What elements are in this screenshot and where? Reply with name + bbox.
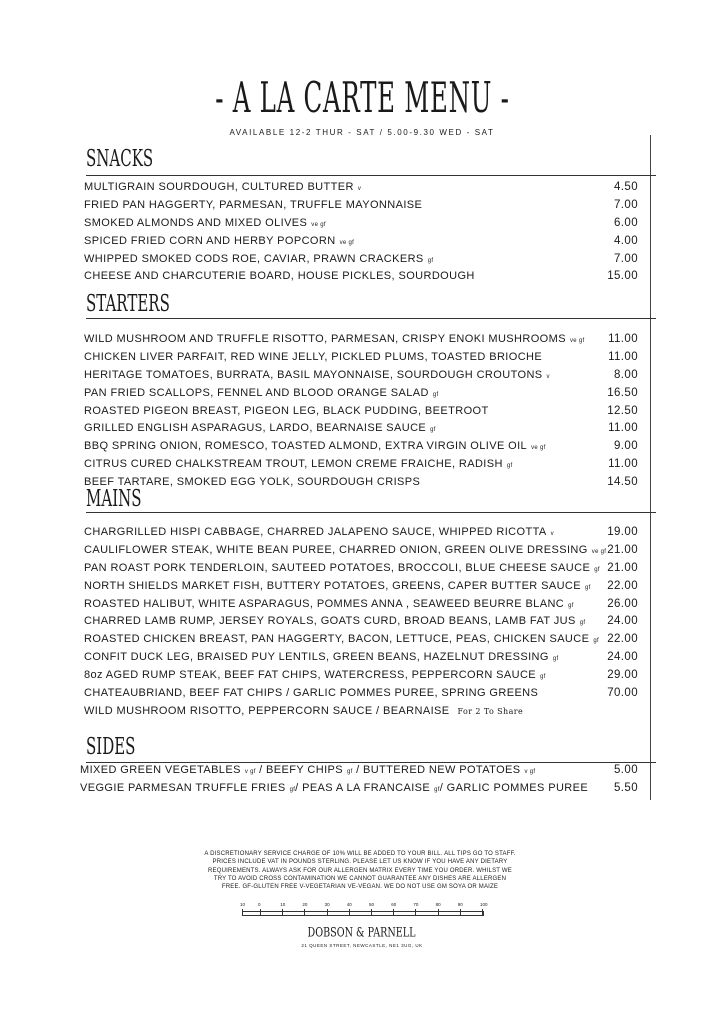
item-text: / BUTTERED NEW POTATOES	[352, 763, 521, 776]
scale-label: 40	[346, 902, 352, 907]
scale-tick	[482, 909, 483, 916]
item-text: BBQ SPRING ONION, ROMESCO, TOASTED ALMOND, EXTRA VIRGIN OLIVE OIL	[84, 440, 528, 453]
availability-text: AVAILABLE 12-2 THUR - SAT / 5.00-9.30 WED - SAT	[229, 128, 495, 137]
menu-item	[84, 348, 638, 366]
dietary-tag: gf	[593, 638, 599, 645]
item-price: 5.50	[614, 781, 638, 794]
item-name	[84, 669, 546, 681]
item-text: PAN FRIED SCALLOPS, FENNEL AND BLOOD ORANGE SALAD	[84, 386, 429, 399]
dietary-tag: v	[357, 185, 362, 192]
menu-item	[84, 684, 638, 702]
item-text: CHEESE AND CHARCUTERIE BOARD, HOUSE PICKLES, SOURDOUGH	[84, 270, 475, 283]
menu-item	[84, 196, 638, 214]
item-name	[84, 199, 422, 211]
item-price: 24.00	[607, 651, 638, 664]
menu-item	[84, 437, 638, 455]
item-price: 7.00	[614, 252, 638, 265]
item-price: 8.00	[614, 368, 638, 381]
scale-tick	[304, 909, 305, 916]
item-text: CHARRED LAMB RUMP, JERSEY ROYALS, GOATS CURD, BROAD BEANS, LAMB FAT JUS	[84, 615, 576, 628]
mains-list	[84, 523, 638, 720]
scale-tick	[327, 909, 328, 916]
scale-tick	[415, 909, 416, 916]
scale-label: 60	[391, 902, 397, 907]
item-text: / BEEFY CHIPS	[255, 763, 343, 776]
menu-item	[80, 761, 638, 779]
scale-labels	[240, 902, 490, 910]
item-price: 9.00	[614, 440, 638, 453]
divider	[86, 512, 656, 513]
starters-list	[84, 330, 638, 491]
item-name	[84, 705, 523, 717]
dietary-tag: gf	[585, 584, 591, 591]
item-name	[80, 782, 588, 794]
section-heading-mains	[86, 486, 160, 510]
dietary-tag: gf	[568, 602, 574, 609]
menu-item	[84, 541, 638, 559]
item-price: 5.00	[614, 763, 638, 776]
divider	[86, 318, 656, 319]
scale-tick	[349, 909, 350, 916]
item-text: CAULIFLOWER STEAK, WHITE BEAN PUREE, CHARRED ONION, GREEN OLIVE DRESSING	[84, 543, 588, 556]
item-price: 11.00	[608, 422, 638, 435]
scale-label: 70	[413, 902, 419, 907]
dietary-tag: v gf	[244, 768, 256, 775]
footer-disclaimer	[170, 850, 550, 891]
item-name	[84, 253, 433, 265]
item-text: / GARLIC POMMES PUREE	[439, 781, 589, 794]
item-name	[84, 235, 354, 247]
menu-item	[84, 612, 638, 630]
dietary-tag: gf	[347, 768, 353, 775]
menu-item	[84, 595, 638, 613]
item-text: 8oz AGED RUMP STEAK, BEEF FAT CHIPS, WATERCRESS, PEPPERCORN SAUCE	[84, 669, 537, 682]
menu-item	[84, 419, 638, 437]
item-name	[84, 270, 475, 282]
item-name	[84, 615, 585, 627]
heading-text: SNACKS	[86, 144, 154, 172]
item-name	[84, 422, 436, 434]
menu-item	[84, 666, 638, 684]
item-price: 6.00	[614, 216, 638, 229]
item-price: 12.50	[607, 404, 638, 417]
item-name	[84, 526, 554, 538]
menu-item	[84, 559, 638, 577]
footer-line: TRY TO AVOID CROSS CONTAMINATION WE CANNOT GUARANTEE ANY DISHES ARE ALLERGEN	[213, 875, 507, 882]
item-name	[84, 217, 326, 229]
item-text: NORTH SHIELDS MARKET FISH, BUTTERY POTATOES, GREENS, CAPER BUTTER SAUCE	[84, 579, 582, 592]
item-price: 4.50	[614, 180, 638, 193]
menu-item	[84, 702, 638, 720]
item-price: 15.00	[607, 270, 638, 283]
dietary-tag: gf	[430, 427, 436, 434]
address: 21 QUEEN STREET, NEWCASTLE, NE1 3UG, UK	[301, 943, 423, 948]
item-name	[84, 181, 361, 193]
menu-item	[84, 366, 638, 384]
scale-tick	[460, 909, 461, 916]
item-price: 22.00	[607, 633, 638, 646]
item-name	[84, 369, 550, 381]
dietary-tag: gf	[432, 391, 439, 398]
scale-label: 10	[240, 902, 246, 907]
item-price: 11.00	[608, 350, 638, 363]
scale-tick	[393, 909, 394, 916]
item-price: 11.00	[608, 332, 638, 345]
item-name	[84, 405, 489, 417]
snacks-list	[84, 178, 638, 285]
scale-bar	[240, 902, 490, 922]
brand-logo	[0, 925, 724, 939]
dietary-tag: gf	[289, 786, 296, 793]
dietary-tag: gf	[552, 656, 559, 663]
item-text: HERITAGE TOMATOES, BURRATA, BASIL MAYONNAISE, SOURDOUGH CROUTONS	[84, 368, 543, 381]
divider	[86, 175, 656, 176]
brand-text: DOBSON & PARNELL	[307, 924, 417, 940]
item-price: 21.00	[607, 543, 638, 556]
scale-label: 0	[258, 902, 261, 907]
scale-tick	[438, 909, 439, 916]
item-name	[84, 687, 538, 699]
menu-item	[84, 577, 638, 595]
item-text: CHICKEN LIVER PARFAIT, RED WINE JELLY, PICKLED PLUMS, TOASTED BRIOCHE	[84, 350, 543, 363]
scale-bar-line	[242, 911, 484, 916]
footer-line: PRICES INCLUDE VAT IN POUNDS STERLING. PLEASE LET US KNOW IF YOU HAVE ANY DIETARY	[212, 859, 508, 866]
menu-item	[84, 473, 638, 491]
scale-label: 100	[480, 902, 488, 907]
dietary-tag: v	[546, 373, 550, 380]
item-name	[80, 764, 535, 776]
footer-line: FREE. GF-GLUTEN FREE V-VEGETARIAN VE-VEGAN. WE DO NOT USE GM SOYA OR MAIZE	[221, 884, 499, 891]
menu-item	[80, 779, 638, 797]
item-text: VEGGIE PARMESAN TRUFFLE FRIES	[80, 781, 286, 794]
item-text: WILD MUSHROOM AND TRUFFLE RISOTTO, PARMESAN, CRISPY ENOKI MUSHROOMS	[84, 332, 566, 345]
item-price: 14.50	[607, 476, 638, 489]
item-price: 26.00	[607, 597, 638, 610]
menu-item	[84, 214, 638, 232]
section-heading-sides	[86, 734, 152, 758]
item-name	[84, 333, 584, 345]
item-price: 24.00	[607, 615, 638, 628]
item-price: 16.50	[607, 386, 638, 399]
dietary-tag: ve gf	[311, 221, 326, 228]
scale-label: 20	[302, 902, 308, 907]
menu-item	[84, 630, 638, 648]
item-text: MULTIGRAIN SOURDOUGH, CULTURED BUTTER	[84, 180, 354, 193]
scale-tick	[260, 909, 261, 916]
item-name	[84, 598, 574, 610]
item-name	[84, 651, 558, 663]
menu-item	[84, 384, 638, 402]
menu-item	[84, 330, 638, 348]
section-heading-starters	[86, 291, 198, 315]
item-name	[84, 440, 546, 452]
item-text: CITRUS CURED CHALKSTREAM TROUT, LEMON CREME FRAICHE, RADISH	[84, 458, 503, 471]
item-price: 29.00	[607, 669, 638, 682]
item-name	[84, 562, 600, 574]
item-text: ROASTED CHICKEN BREAST, PAN HAGGERTY, BACON, LETTUCE, PEAS, CHICKEN SAUCE	[84, 633, 590, 646]
item-price: 11.00	[608, 458, 638, 471]
margin-rule	[650, 135, 651, 800]
heading-text: MAINS	[86, 484, 142, 512]
share-note: For 2 To Share	[457, 706, 524, 716]
item-text: GRILLED ENGLISH ASPARAGUS, LARDO, BEARNAISE SAUCE	[84, 422, 427, 435]
item-text: WHIPPED SMOKED CODS ROE, CAVIAR, PRAWN CRACKERS	[84, 252, 424, 265]
scale-tick	[242, 909, 243, 916]
menu-item	[84, 178, 638, 196]
dietary-tag: v	[550, 530, 554, 537]
heading-text: STARTERS	[86, 289, 170, 317]
dietary-tag: ve gf	[569, 337, 585, 344]
scale-label: 90	[457, 902, 463, 907]
menu-item	[84, 648, 638, 666]
item-name	[84, 633, 599, 645]
heading-text: SIDES	[86, 732, 136, 760]
item-text: CONFIT DUCK LEG, BRAISED PUY LENTILS, GREEN BEANS, HAZELNUT DRESSING	[84, 651, 549, 664]
item-text: MIXED GREEN VEGETABLES	[80, 763, 241, 776]
dietary-tag: v gf	[524, 768, 536, 775]
scale-label: 30	[324, 902, 330, 907]
item-price: 19.00	[607, 525, 638, 538]
item-text: FRIED PAN HAGGERTY, PARMESAN, TRUFFLE MAYONNAISE	[84, 198, 423, 211]
item-price: 7.00	[614, 198, 638, 211]
menu-item	[84, 455, 638, 473]
item-text: SMOKED ALMONDS AND MIXED OLIVES	[84, 216, 308, 229]
item-price: 70.00	[607, 686, 638, 699]
menu-title-text: - A LA CARTE MENU -	[214, 73, 510, 123]
item-price: 21.00	[607, 561, 638, 574]
item-name	[84, 351, 542, 363]
dietary-tag: ve gf	[531, 445, 546, 452]
sides-list	[80, 761, 638, 797]
item-text: PAN ROAST PORK TENDERLOIN, SAUTEED POTATOES, BROCCOLI, BLUE CHEESE SAUCE	[84, 561, 591, 574]
dietary-tag: gf	[579, 620, 586, 627]
item-text: BEEF TARTARE, SMOKED EGG YOLK, SOURDOUGH CRISPS	[84, 476, 421, 489]
menu-title	[0, 73, 724, 123]
item-text: WILD MUSHROOM RISOTTO, PEPPERCORN SAUCE / BEARNAISE	[84, 704, 450, 717]
item-text: / PEAS A LA FRANCAISE	[295, 781, 431, 794]
dietary-tag: gf	[506, 463, 513, 470]
dietary-tag: ve gf	[339, 239, 355, 246]
dietary-tag: ve gf	[591, 548, 607, 555]
footer-line: REQUIREMENTS. ALWAYS ASK FOR OUR ALLERGEN MATRIX EVERY TIME YOU ORDER. WHILST WE	[208, 867, 512, 874]
item-price: 22.00	[607, 579, 638, 592]
footer-line: A DISCRETIONARY SERVICE CHARGE OF 10% WILL BE ADDED TO YOUR BILL. ALL TIPS GO TO STAFF.	[204, 851, 516, 857]
dietary-tag: gf	[540, 674, 546, 681]
menu-item	[84, 402, 638, 420]
item-text: ROASTED HALIBUT, WHITE ASPARAGUS, POMMES ANNA , SEAWEED BEURRE BLANC	[84, 597, 565, 610]
item-price: 4.00	[614, 234, 638, 247]
item-name	[84, 544, 606, 556]
scale-tick	[371, 909, 372, 916]
scale-label: 10	[280, 902, 286, 907]
item-text: SPICED FRIED CORN AND HERBY POPCORN	[84, 234, 336, 247]
scale-tick	[282, 909, 283, 916]
scale-label: 50	[369, 902, 375, 907]
item-name	[84, 387, 438, 399]
menu-item	[84, 232, 638, 250]
menu-item	[84, 250, 638, 268]
dietary-tag: gf	[427, 257, 434, 264]
item-name	[84, 580, 591, 592]
dietary-tag: gf	[594, 566, 600, 573]
menu-item	[84, 267, 638, 285]
section-heading-snacks	[86, 146, 176, 170]
dietary-tag: gf	[434, 786, 440, 793]
item-text: CHATEAUBRIAND, BEEF FAT CHIPS / GARLIC POMMES PUREE, SPRING GREENS	[84, 686, 539, 699]
item-name	[84, 458, 512, 470]
menu-item	[84, 523, 638, 541]
scale-label: 80	[435, 902, 441, 907]
item-text: ROASTED PIGEON BREAST, PIGEON LEG, BLACK PUDDING, BEETROOT	[84, 404, 489, 417]
item-text: CHARGRILLED HISPI CABBAGE, CHARRED JALAPENO SAUCE, WHIPPED RICOTTA	[84, 525, 547, 538]
